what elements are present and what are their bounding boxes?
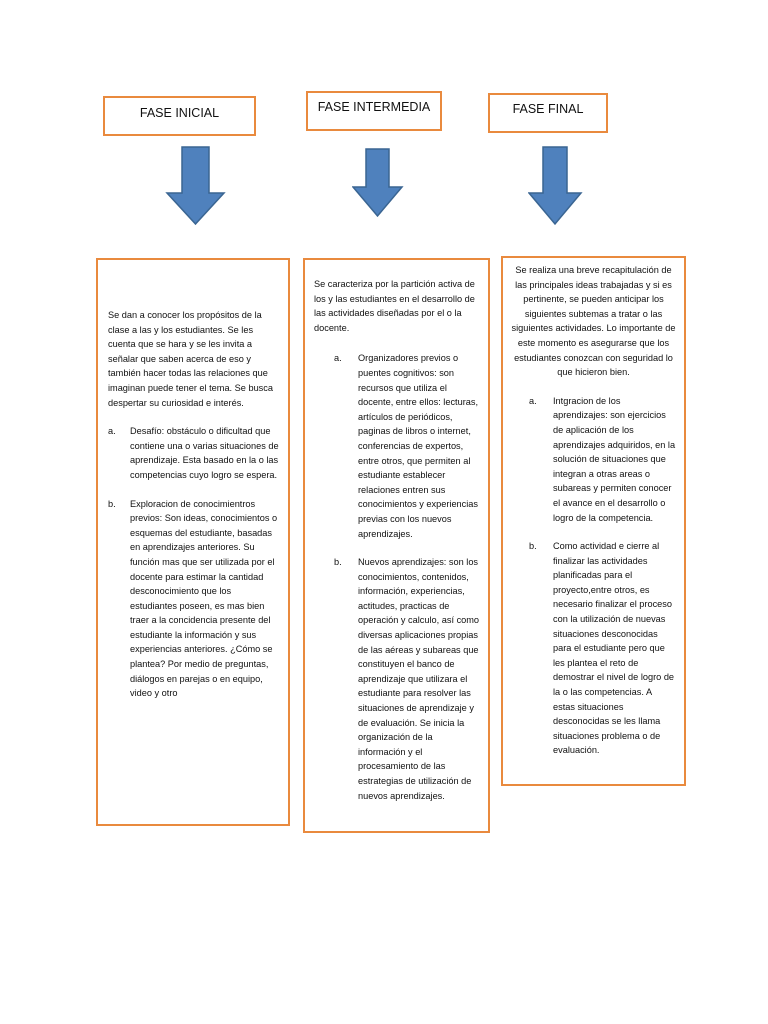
phase-intro: Se dan a conocer los propósitos de la clase a las y los estudiantes. Se les cuenta que se hara y se les invita a señalar que saben acerca de eso y también hacer todas las relaciones que imaginan puede tener el tema. Se busca despertar su curiosidad e interés. [108, 310, 273, 408]
list-item [529, 539, 676, 758]
list-item-text: Desafío: obstáculo o dificultad que contiene una o varias situaciones de aprendizaje. Esta basado en la o las competencias cuyo logro se espera. [130, 426, 279, 480]
list-item-text: Exploracion de conocimientros previos: Son ideas, conocimientos o esquemas del estudiante, basadas en aprendizajes anteriores. Su función mas que ser utilizada por el docente para estimar la cantidad desconocimiento que los estudiantes poseen, es mas bien traer a la concidencia presente del estudiante la información y sus experiencias anteriores. ¿Cómo se plantea? Por medio de preguntas, diálogos en parejas o en equipo, video y otro [130, 498, 278, 699]
phase-content-inicial [96, 258, 290, 826]
phase-title-intermedia: FASE INTERMEDIA [306, 91, 442, 131]
list-item-text: Intgracion de los aprendizajes: son ejercicios de aplicación de los aprendizajes adquiridos, en la solución de situaciones que integran a otras areas o subareas y permiten conocer el avance en el desarrollo o logro de la competencia. [553, 395, 676, 523]
phase-item-list [511, 394, 676, 758]
down-arrow-icon [165, 145, 227, 227]
list-item [108, 424, 280, 482]
list-item-text: Organizadores previos o puentes cognitivos: son recursos que utiliza el docente, entre ellos: lecturas, artículos de periódicos, paginas de libros o internet, conferencias de expertos, entre otros, que permiten al estudiante establecer relaciones entren sus conocimientos y experiencias previas con los nuevos aprendizajes. [358, 353, 479, 539]
phase-intro: Se realiza una breve recapitulación de las principales ideas trabajadas y si es pertinente, se pueden anticipar los siguientes subtemas a tratar o las siguientes actividades. Lo importante de este momento es asegurarse que los estudiantes conozcan con seguridad lo que hicieron bien. [511, 265, 676, 378]
phase-title-inicial: FASE INICIAL [103, 96, 256, 136]
list-marker: a. [529, 395, 537, 406]
list-marker: a. [334, 353, 342, 364]
list-marker: a. [108, 426, 116, 437]
phase-item-list [314, 351, 480, 803]
list-marker: b. [529, 541, 537, 552]
list-item [334, 555, 480, 803]
phase-content-final [501, 256, 686, 786]
list-item [529, 394, 676, 525]
list-item [334, 351, 480, 541]
phase-title-final: FASE FINAL [488, 93, 608, 133]
phase-intro: Se caracteriza por la partición activa de los y las estudiantes en el desarrollo de las actividades diseñadas por el o la docente. [314, 279, 475, 333]
down-arrow-icon [352, 147, 404, 219]
list-marker: b. [334, 557, 342, 568]
down-arrow-icon [528, 145, 584, 227]
list-item [108, 497, 280, 701]
list-item-text: Como actividad e cierre al finalizar las actividades planificadas para el proyecto,entre otros, es necesario finalizar el proceso con la utilización de nuevas situaciones desconocidas para el estudiante pero que les plantea el reto de demostrar el nivel de logro de la o las competencias. A estas situaciones desconocidas se les llama situaciones problema o de evaluación. [553, 541, 675, 756]
phase-item-list [108, 424, 280, 701]
phase-content-intermedia [303, 258, 490, 833]
list-marker: b. [108, 498, 116, 509]
list-item-text: Nuevos aprendizajes: son los conocimientos, contenidos, información, experiencias, actitudes, practicas de operación y calculo, así como diversas aplicaciones propias de las aéreas y subareas que constituyen el banco de aprendizaje que utilizara el estudiante para resolver las situaciones de aprendizaje y de evaluación. Se inicia la organización de la información y el procesamiento de las estrategias de utilización de nuevos aprendizajes. [358, 557, 480, 801]
